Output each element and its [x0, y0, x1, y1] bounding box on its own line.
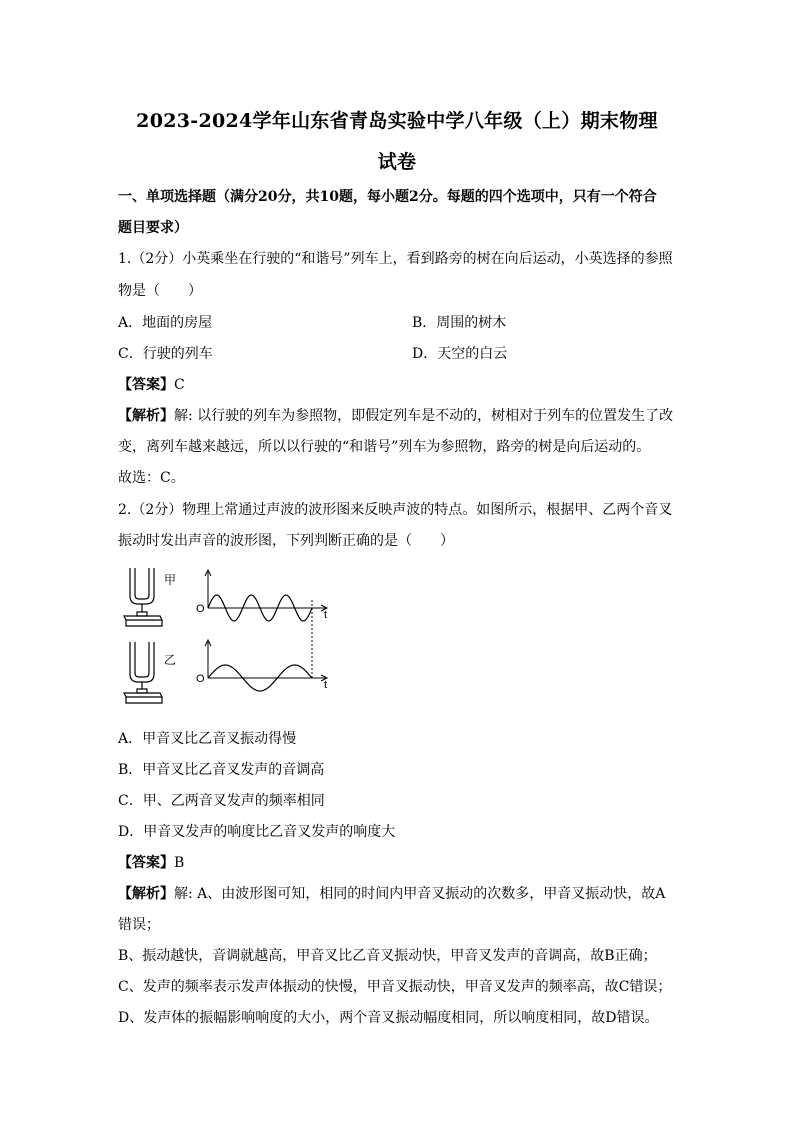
section-heading-line1: 一、单项选择题（满分20分，共10题，每小题2分。每题的四个选项中，只有一个符合	[118, 189, 657, 205]
q1-analysis-tag: 【解析】	[118, 408, 174, 424]
q2-answer	[118, 852, 184, 872]
tuning-fork-yi-icon	[124, 642, 162, 703]
q1-conclusion: 故选：C。	[118, 470, 185, 486]
q1-option-b: B．周围的树木	[412, 315, 507, 331]
q1-stem-line2: 物是（ ）	[118, 283, 202, 299]
q2-option-b: B．甲音叉比乙音叉发声的音调高	[118, 762, 325, 778]
section-heading-line2: 题目要求）	[118, 220, 188, 236]
q2-option-c: C．甲、乙两音叉发声的频率相同	[118, 793, 325, 809]
q2-answer-value: B	[174, 855, 185, 871]
page-title-line1: 2023-2024学年山东省青岛实验中学八年级（上）期末物理	[136, 110, 658, 132]
q2-analysis-line4: C、发声的频率表示发声体振动的快慢，甲音叉振动快，甲音叉发声的频率高，故C错误；	[118, 979, 672, 995]
t-axis-yi: t	[324, 679, 328, 691]
q2-analysis-tag: 【解析】	[118, 886, 174, 902]
q2-analysis-text1: 解: A、由波形图可知，相同的时间内甲音叉振动的次数多，甲音叉振动快，故A	[174, 886, 666, 902]
page-title-line2: 试卷	[377, 151, 417, 173]
q1-option-a: A．地面的房屋	[118, 315, 213, 331]
q2-stem-line2: 振动时发出声音的波形图，下列判断正确的是（ ）	[118, 533, 454, 549]
q2-answer-tag: 【答案】	[118, 855, 174, 871]
q1-stem-line1: 1.（2分）小英乘坐在行驶的“和谐号”列车上，看到路旁的树在向后运动，小英选择的参照	[118, 251, 673, 267]
tuning-fork-jia-icon	[124, 568, 162, 626]
t-axis-jia: t	[324, 609, 328, 621]
label-yi: 乙	[164, 653, 177, 667]
q2-analysis-line2: 错误；	[118, 917, 160, 933]
q1-option-c: C．行驶的列车	[118, 346, 213, 362]
label-jia: 甲	[164, 573, 177, 587]
q1-option-d: D．天空的白云	[412, 346, 508, 362]
origin-yi: O	[196, 673, 205, 685]
q2-analysis-line3: B、振动越快，音调就越高，甲音叉比乙音叉振动快，甲音叉发声的音调高，故B正确；	[118, 948, 657, 964]
tuning-fork-waveform-figure	[118, 562, 348, 714]
q1-answer	[118, 374, 185, 394]
q2-analysis-line5: D、发声体的振幅影响响度的大小，两个音叉振动幅度相同，所以响度相同，故D错误。	[118, 1010, 659, 1026]
q1-answer-value: C	[174, 377, 185, 393]
q2-option-d: D．甲音叉发声的响度比乙音叉发声的响度大	[118, 824, 396, 840]
origin-jia: O	[196, 603, 205, 615]
q1-analysis-line2: 变，离列车越来越远，所以以行驶的“和谐号”列车为参照物，路旁的树是向后运动的。	[118, 439, 651, 455]
axes-jia	[205, 570, 327, 611]
q2-stem-line1: 2.（2分）物理上常通过声波的波形图来反映声波的特点。如图所示，根据甲、乙两个音叉	[118, 502, 673, 518]
q2-option-a: A．甲音叉比乙音叉振动得慢	[118, 731, 297, 747]
q1-answer-tag: 【答案】	[118, 377, 174, 393]
q1-analysis-text1: 解: 以行驶的列车为参照物，即假定列车是不动的，树相对于列车的位置发生了改	[174, 408, 674, 424]
q2-analysis-line1	[118, 883, 665, 903]
q1-analysis-line1	[118, 405, 673, 425]
